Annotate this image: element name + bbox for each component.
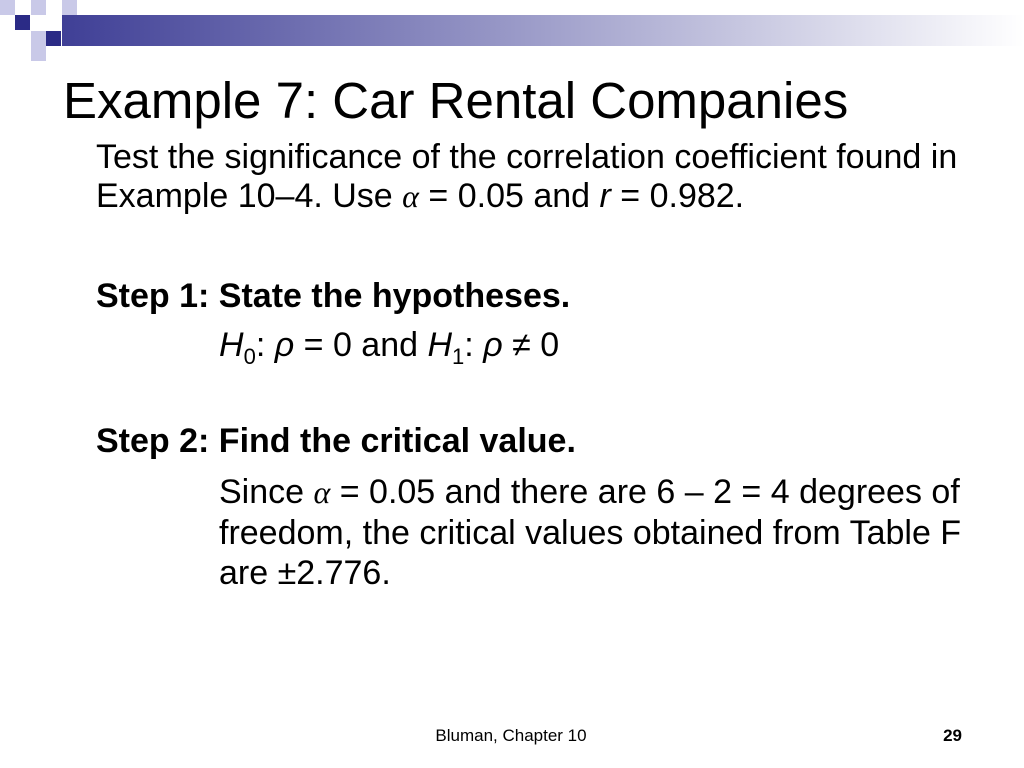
footer-text: Bluman, Chapter 10 — [435, 726, 587, 745]
step-2-text: Since — [219, 473, 314, 511]
step-2-line-3: are ±2.776. — [219, 554, 391, 592]
rho-symbol: ρ — [274, 326, 295, 364]
intro-line-2 — [96, 176, 744, 216]
step-1-heading: Step 1: State the hypotheses. — [96, 277, 571, 315]
lavender-square — [31, 31, 46, 46]
r-variable: r — [599, 177, 611, 215]
slide-title: Example 7: Car Rental Companies — [63, 72, 849, 129]
step-2-line-1 — [219, 472, 960, 512]
alpha-symbol: α — [402, 178, 419, 214]
hypotheses-line — [219, 325, 560, 369]
navy-square — [15, 15, 30, 30]
intro-text: Example 10–4. Use — [96, 177, 403, 215]
intro-text: = 0.982. — [610, 177, 745, 215]
navy-square — [46, 31, 61, 46]
step-2-text: = 0.05 and there are 6 – 2 = 4 degrees of — [330, 473, 960, 511]
alpha-symbol: α — [313, 474, 331, 510]
header-gradient-bar — [62, 15, 1024, 46]
h0-subscript: 0 — [243, 344, 256, 369]
h1-rest: ≠ 0 — [502, 326, 560, 364]
h1-subscript: 1 — [452, 344, 465, 369]
h0-rest: = 0 and — [294, 326, 428, 364]
h0-letter: H — [219, 326, 244, 364]
page-number: 29 — [943, 726, 962, 745]
rho-symbol: ρ — [483, 326, 503, 364]
h1-separator: : — [464, 326, 484, 364]
h0-separator: : — [255, 326, 275, 364]
intro-text: = 0.05 and — [418, 177, 600, 215]
lavender-square — [31, 46, 46, 61]
lavender-square — [62, 0, 77, 15]
lavender-square — [31, 0, 46, 15]
step-2-heading: Step 2: Find the critical value. — [96, 422, 576, 460]
step-2-line-2: freedom, the critical values obtained from Table F — [219, 514, 962, 552]
lavender-square — [0, 0, 15, 15]
h1-letter: H — [427, 326, 453, 364]
intro-line-1: Test the significance of the correlation coefficient found in — [96, 138, 958, 176]
